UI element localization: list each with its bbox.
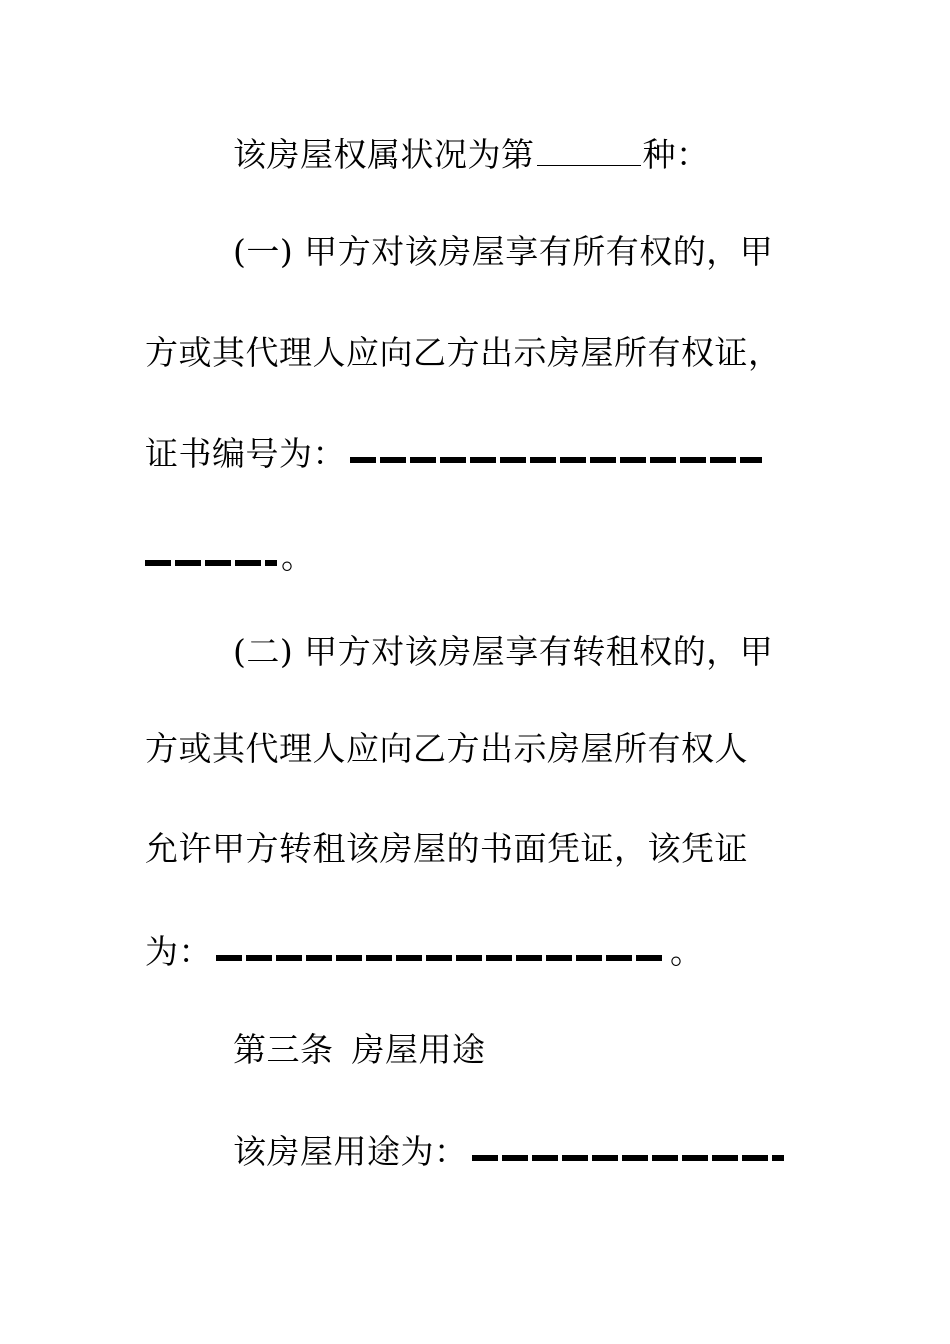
certificate-number-label: 证书编号为： [145,434,346,473]
voucher-line [145,922,704,982]
ownership-status-suffix: 种： [642,135,710,174]
article-three-heading [233,1020,486,1080]
certificate-number-line [145,424,766,484]
voucher-period: 。 [670,932,704,971]
certificate-number-blank[interactable] [350,457,762,463]
clause-two-text-1: (二) 甲方对该房屋享有转租权的，甲 [233,632,774,671]
ownership-status-label: 该房屋权属状况为第 [233,135,535,174]
clause-one-line-1 [233,222,773,282]
voucher-label: 为： [145,932,212,971]
article-number: 第三条 [233,1030,334,1069]
article-title: 房屋用途 [351,1030,486,1069]
usage-blank[interactable] [472,1155,784,1161]
clause-one-text-1: (一) 甲方对该房屋享有所有权的，甲 [233,232,774,271]
usage-label: 该房屋用途为： [233,1132,468,1171]
clause-one-text-2: 方或其代理人应向乙方出示房屋所有权证， [145,333,782,372]
clause-two-text-2: 方或其代理人应向乙方出示房屋所有权人 [145,729,748,768]
certificate-number-period: 。 [281,537,315,576]
clause-two-line-2 [145,719,748,779]
voucher-blank[interactable] [216,955,666,961]
clause-one-line-2 [145,323,782,383]
clause-two-text-3: 允许甲方转租该房屋的书面凭证，该凭证 [145,829,748,868]
ownership-status-line [233,125,710,185]
certificate-number-blank-continued[interactable] [145,560,277,566]
certificate-number-continuation-line [145,527,315,587]
usage-line [233,1122,788,1182]
clause-two-line-3 [145,819,748,879]
ownership-type-blank[interactable] [537,125,641,166]
clause-two-line-1 [233,622,773,682]
